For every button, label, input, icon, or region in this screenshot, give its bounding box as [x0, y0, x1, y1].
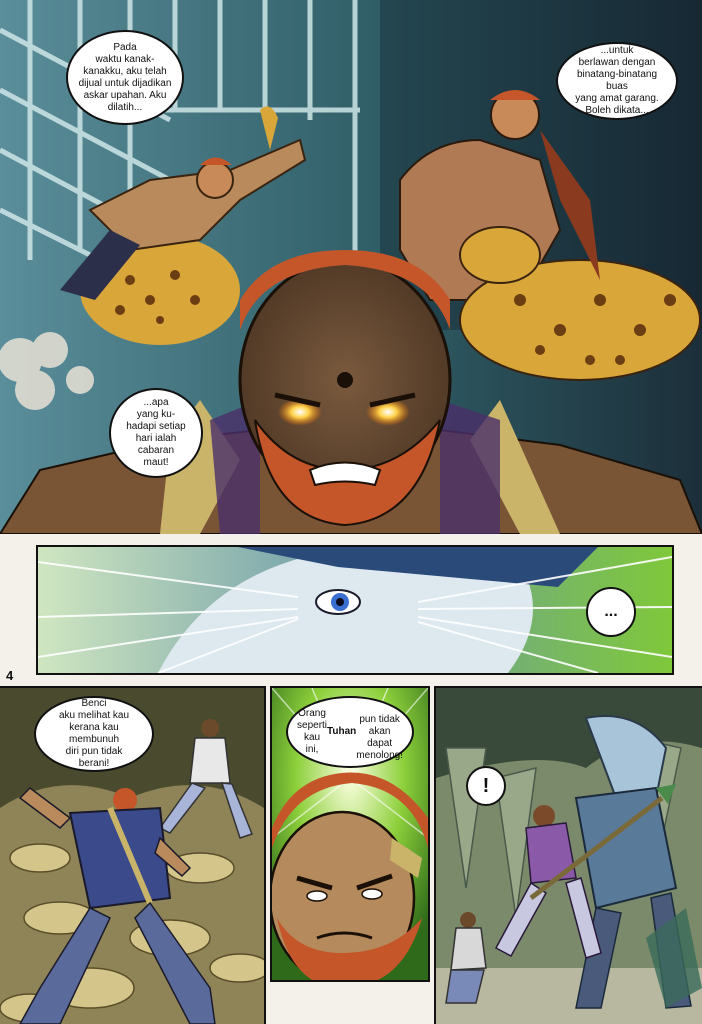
speech-god-part1: Orang seperti kau ini,: [297, 708, 328, 755]
caption-deadly-challenge: ...apa yang ku- hadapi setiap hari ialah cabaran maut!: [109, 388, 203, 478]
speech-god-part2: pun tidak akan dapat menolong!: [356, 714, 403, 761]
page-number: 4: [6, 668, 14, 683]
speech-ellipsis: ...: [586, 587, 636, 637]
caption-childhood-sold: Pada waktu kanak- kanakku, aku telah dijual untuk dijadikan askar upahan. Aku dilatih...: [66, 30, 184, 125]
speech-god-cannot-help: [286, 696, 414, 768]
speech-hate-coward: Benci aku melihat kau kerana kau membunuh diri pun tidak berani!: [34, 696, 154, 772]
speech-god-bold: Tuhan: [327, 726, 357, 737]
eye-closeup-illustration: [38, 547, 672, 673]
panel-angry-face: [270, 686, 430, 982]
panel-eye-closeup: [36, 545, 674, 675]
speech-exclamation: !: [466, 766, 506, 806]
panel-spear-attack: [434, 686, 702, 1024]
spear-attack-illustration: [436, 688, 702, 1024]
caption-fight-beasts: ...untuk berlawan dengan binatang-binatang buas yang amat garang. Boleh dikata...: [556, 42, 678, 120]
panel-cave-confrontation: [0, 686, 266, 1024]
